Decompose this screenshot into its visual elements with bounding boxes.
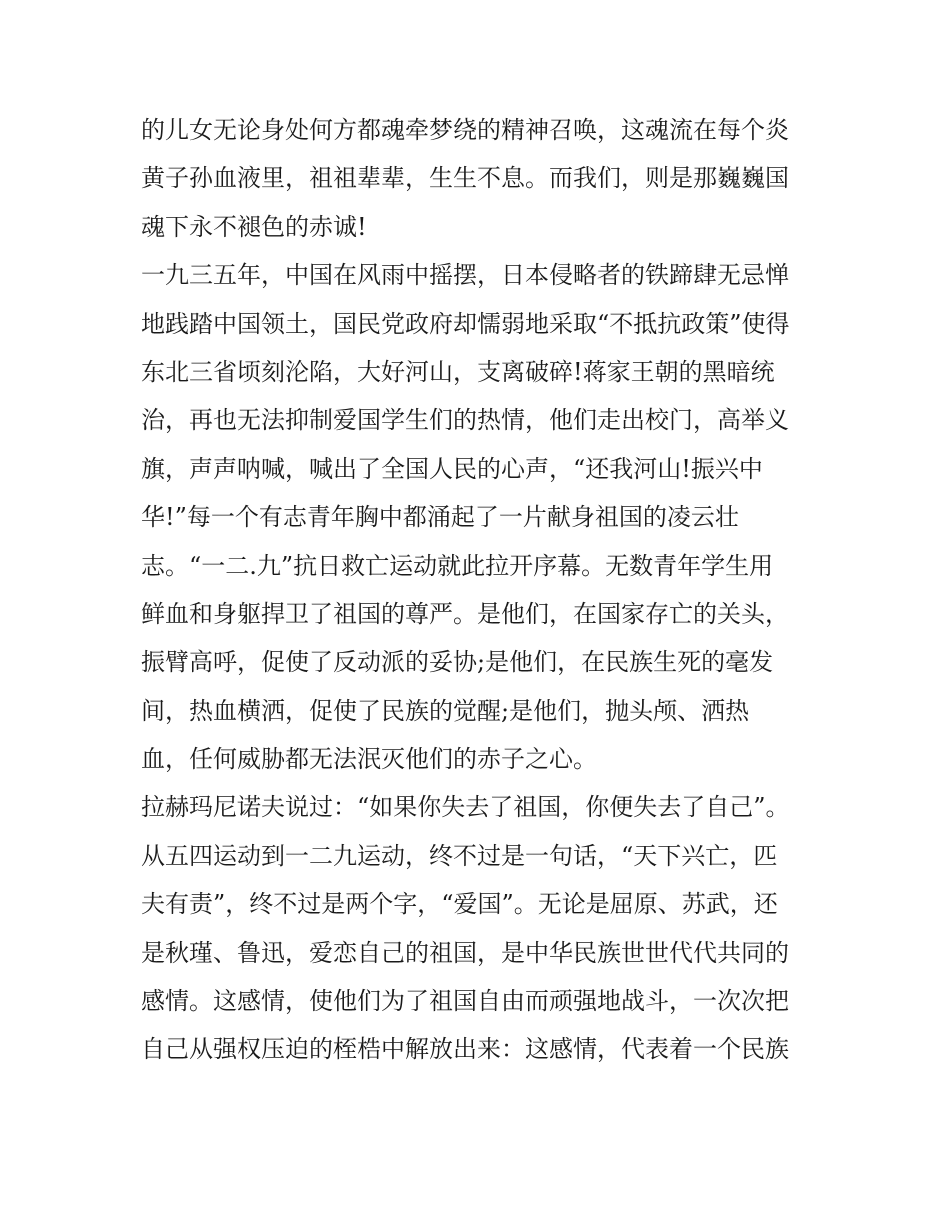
text-line: 华!”每一个有志青年胸中都涌起了一片献身祖国的凌云壮: [141, 503, 739, 532]
text-line: 血，任何威胁都无法泯灭他们的赤子之心。: [141, 745, 597, 774]
text-line: 旗，声声呐喊，喊出了全国人民的心声，“还我河山!振兴中: [141, 454, 763, 483]
text-line: 自己从强权压迫的桎梏中解放出来：这感情，代表着一个民族: [141, 1035, 789, 1064]
text-line: 地践踏中国领土，国民党政府却懦弱地采取“不抵抗政策”使得: [141, 309, 790, 338]
text-line: 志。“一二.九”抗日救亡运动就此拉开序幕。无数青年学生用: [141, 551, 774, 580]
text-line: 间，热血横洒，促使了民族的觉醒;是他们，抛头颅、洒热: [141, 696, 750, 725]
body-text: [141, 106, 821, 1074]
text-line: 魂下永不褪色的赤诚!: [141, 212, 367, 241]
text-line: 振臂高呼，促使了反动派的妥协;是他们，在民族生死的毫发: [141, 648, 774, 677]
text-line: 东北三省顷刻沦陷，大好河山，支离破碎!蒋家王朝的黑暗统: [141, 357, 775, 386]
text-line: 拉赫玛尼诺夫说过：“如果你失去了祖国，你便失去了自己”。: [141, 793, 790, 822]
text-line: 从五四运动到一二九运动，终不过是一句话，“天下兴亡，匹: [141, 841, 778, 870]
text-line: 夫有责”，终不过是两个字，“爱国”。无论是屈原、苏武，还: [141, 890, 778, 919]
text-line: 是秋瑾、鲁迅，爱恋自己的祖国，是中华民族世世代代共同的: [141, 938, 789, 967]
text-line: 治，再也无法抑制爱国学生们的热情，他们走出校门，高举义: [141, 406, 789, 435]
text-line: 鲜血和身躯捍卫了祖国的尊严。是他们，在国家存亡的关头，: [141, 599, 789, 628]
text-line: 的儿女无论身处何方都魂牵梦绕的精神召唤，这魂流在每个炎: [141, 116, 789, 144]
text-line: 感情。这感情，使他们为了祖国自由而顽强地战斗，一次次把: [141, 987, 789, 1016]
text-line: 黄子孙血液里，祖祖辈辈，生生不息。而我们，则是那巍巍国: [141, 164, 789, 193]
text-line: 一九三五年，中国在风雨中摇摆，日本侵略者的铁蹄肆无忌惮: [141, 261, 789, 290]
